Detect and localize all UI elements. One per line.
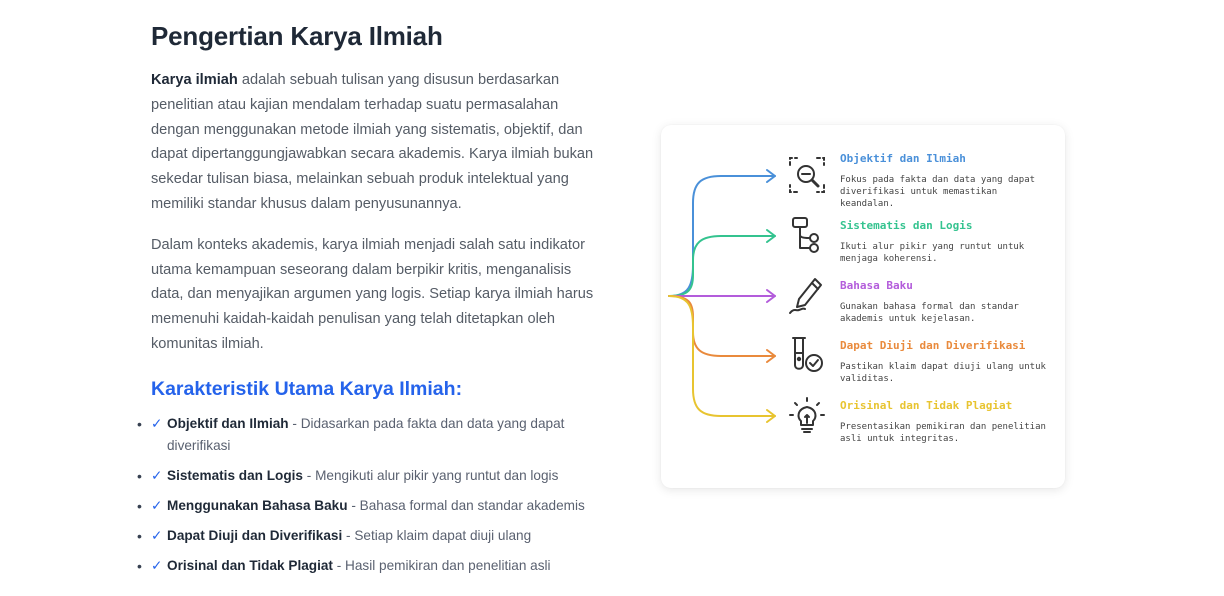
list-item <box>137 465 601 487</box>
intro-strong: Karya ilmiah <box>151 72 238 88</box>
characteristic-desc: - Bahasa formal dan standar akademis <box>347 497 585 513</box>
page-title: Pengertian Karya Ilmiah <box>151 21 443 51</box>
characteristic-name: Menggunakan Bahasa Baku <box>167 497 348 513</box>
diagram-item-diuji <box>840 339 1050 385</box>
pen-icon <box>787 275 827 315</box>
diagram-item-title: Sistematis dan Logis <box>840 219 973 232</box>
intro-paragraph <box>151 68 601 217</box>
diagram-item-desc: Presentasikan pemikiran dan penelitian asli untuk integritas. <box>840 422 1046 444</box>
diagram-item-desc: Gunakan bahasa formal dan standar akademis untuk kejelasan. <box>840 302 1019 324</box>
characteristic-desc: - Mengikuti alur pikir yang runtut dan logis <box>302 467 559 483</box>
flow-tree-icon <box>787 215 827 255</box>
list-item <box>137 555 601 577</box>
diagram-item-title: Orisinal dan Tidak Plagiat <box>840 399 1013 412</box>
diagram-item-objektif <box>840 152 1050 210</box>
lightbulb-icon <box>787 395 827 435</box>
check-icon: ✓ <box>151 527 163 543</box>
intro-text: adalah sebuah tulisan yang disusun berdasarkan penelitian atau kajian mendalam terhadap suatu permasalahan dengan menggunakan metode ilmiah yang sistematis, objektif, dan dapat dipertanggungjawabkan secara akademis. Karya ilmiah bukan sekedar tulisan biasa, melainkan sebuah produk intelektual yang memiliki standar khusus dalam penyusunannya. <box>151 72 594 212</box>
diagram-item-desc: Pastikan klaim dapat diuji ulang untuk validitas. <box>840 362 1046 384</box>
bullet-icon: • <box>137 415 142 432</box>
bullet-icon: • <box>137 467 142 484</box>
characteristics-diagram <box>661 125 1065 488</box>
check-icon: ✓ <box>151 497 163 513</box>
connector-orange <box>669 296 775 356</box>
bullet-icon: • <box>137 557 142 574</box>
test-tube-check-icon <box>787 335 827 375</box>
connector-green <box>669 236 775 296</box>
diagram-item-sistematis <box>840 219 1050 265</box>
magnifier-frame-icon <box>787 155 827 195</box>
diagram-item-title: Objektif dan Ilmiah <box>840 152 966 165</box>
list-item <box>137 495 601 517</box>
characteristic-name: Dapat Diuji dan Diverifikasi <box>167 527 343 543</box>
diagram-item-orisinal <box>840 399 1050 445</box>
characteristic-name: Orisinal dan Tidak Plagiat <box>167 557 333 573</box>
check-icon: ✓ <box>151 467 163 483</box>
diagram-item-title: Dapat Diuji dan Diverifikasi <box>840 339 1026 352</box>
context-paragraph: Dalam konteks akademis, karya ilmiah menjadi salah satu indikator utama kemampuan seseorang dalam berpikir kritis, menganalisis data, dan menyajikan argumen yang logis. Setiap karya ilmiah harus memenuhi kaidah-kaidah penulisan yang telah ditetapkan oleh komunitas ilmiah. <box>151 236 594 352</box>
diagram-item-bahasa <box>840 279 1050 325</box>
check-icon: ✓ <box>151 557 163 573</box>
characteristics-list <box>137 413 601 577</box>
characteristic-desc: - Setiap klaim dapat diuji ulang <box>342 527 532 543</box>
characteristic-desc: - Didasarkan pada fakta dan data yang dapat diverifikasi <box>167 415 565 453</box>
characteristic-name: Objektif dan Ilmiah <box>167 415 289 431</box>
diagram-item-desc: Ikuti alur pikir yang runtut untuk menjaga koherensi. <box>840 242 1025 264</box>
diagram-item-title: Bahasa Baku <box>840 279 913 292</box>
characteristic-name: Sistematis dan Logis <box>167 467 303 483</box>
article <box>137 18 601 585</box>
diagram-item-desc: Fokus pada fakta dan data yang dapat diverifikasi untuk memastikan keandalan. <box>840 175 1036 209</box>
bullet-icon: • <box>137 527 142 544</box>
bullet-icon: • <box>137 497 142 514</box>
check-icon: ✓ <box>151 415 163 431</box>
list-item <box>137 413 601 457</box>
characteristic-desc: - Hasil pemikiran dan penelitian asli <box>332 557 551 573</box>
list-item <box>137 525 601 547</box>
characteristics-heading: Karakteristik Utama Karya Ilmiah: <box>151 377 463 400</box>
